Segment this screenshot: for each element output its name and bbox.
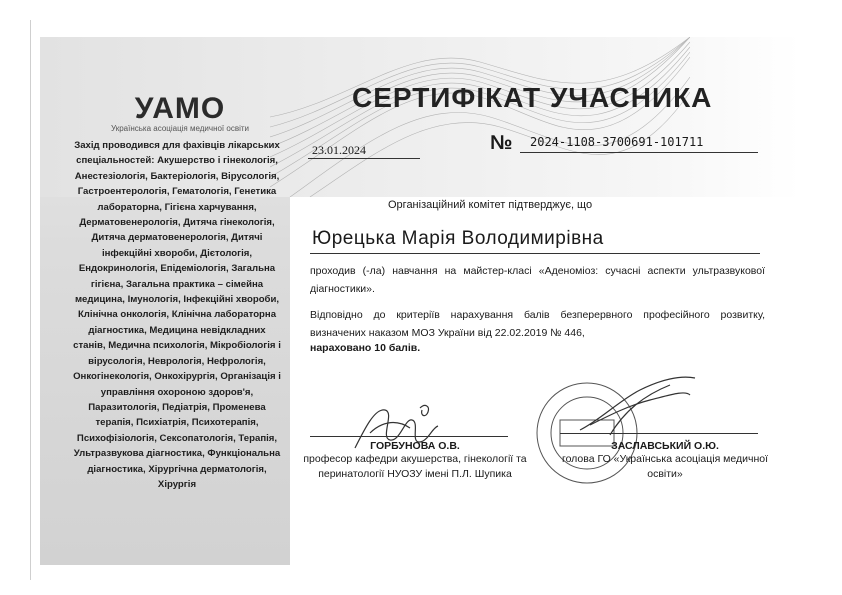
signer-2-name: ЗАСЛАВСЬКИЙ О.Ю. bbox=[611, 440, 719, 452]
number-underline bbox=[520, 152, 758, 153]
certificate-date: 23.01.2024 bbox=[312, 143, 366, 157]
signer-1 bbox=[300, 440, 530, 482]
points-text: нараховано 10 балів. bbox=[310, 342, 421, 354]
signature-line-2 bbox=[560, 433, 758, 434]
scan-edge bbox=[30, 20, 31, 580]
name-underline bbox=[310, 253, 760, 254]
certificate-number: 2024-1108-3700691-101711 bbox=[530, 135, 704, 149]
signer-2 bbox=[550, 440, 780, 482]
logo-text: УАМО bbox=[134, 92, 226, 125]
org-logo bbox=[105, 92, 255, 133]
signer-1-name: ГОРБУНОВА О.В. bbox=[370, 440, 460, 452]
signer-1-position: професор кафедри акушерства, гінекології та перинатології НУОЗУ імені П.Л. Шупика bbox=[303, 453, 527, 480]
specialties-list: Захід проводився для фахівців лікарських спеціальностей: Акушерство і гінекологія, Анестезіологія, Бактеріологія, Вірусологія, Гастроентерологія, Гематологія, Генетика лабораторна, Гігієна харчування, Дерматовенерологія, Дитяча гінекологія, Дитяча дерматовенерологія, Дитячі інфекційні хвороби, Дієтологія, Ендокринологія, Епідеміологія, Загальна гігієна, Загальна практика – сімейна медицина, Імунологія, Інфекційні хвороби, Клінічна онкологія, Клінічна лабораторна діагностика, Медицина невідкладних станів, Медична психологія, Мікробіологія і вірусологія, Неврологія, Нефрологія, Онкогінекологія, Онкохірургія, Організація і управління охороною здоров'я, Паразитологія, Педіатрія, Променева терапія, Психіатрія, Психотерапія, Психофізіологія, Сексопатологія, Терапія, Ультразвукова діагностика, Функціональна діагностика, Хірургічна дерматологія, Хірургія bbox=[73, 140, 281, 490]
number-sign: № bbox=[490, 132, 513, 154]
signature-2 bbox=[570, 370, 700, 440]
certificate-title: СЕРТИФІКАТ УЧАСНИКА bbox=[352, 82, 713, 113]
date-underline bbox=[308, 158, 420, 159]
signature-line-1 bbox=[310, 436, 508, 437]
course-text: проходив (-ла) навчання на майстер-класі «Аденоміоз: сучасні аспекти ультразвукової діагностики». bbox=[310, 265, 765, 295]
logo-subtitle: Українська асоціація медичної освіти bbox=[111, 124, 249, 133]
signer-2-position: голова ГО «Українська асоціація медичної освіти» bbox=[561, 453, 769, 480]
criteria-text: Відповідно до критеріїв нарахування балів безперервного професійного розвитку, визначених наказом МОЗ України від 22.02.2019 № 446, bbox=[310, 309, 765, 339]
participant-name: Юрецька Марія Володимирівна bbox=[312, 228, 604, 249]
confirm-text: Організаційний комітет підтверджує, що bbox=[388, 199, 593, 211]
decorative-wave-lines bbox=[270, 37, 690, 197]
